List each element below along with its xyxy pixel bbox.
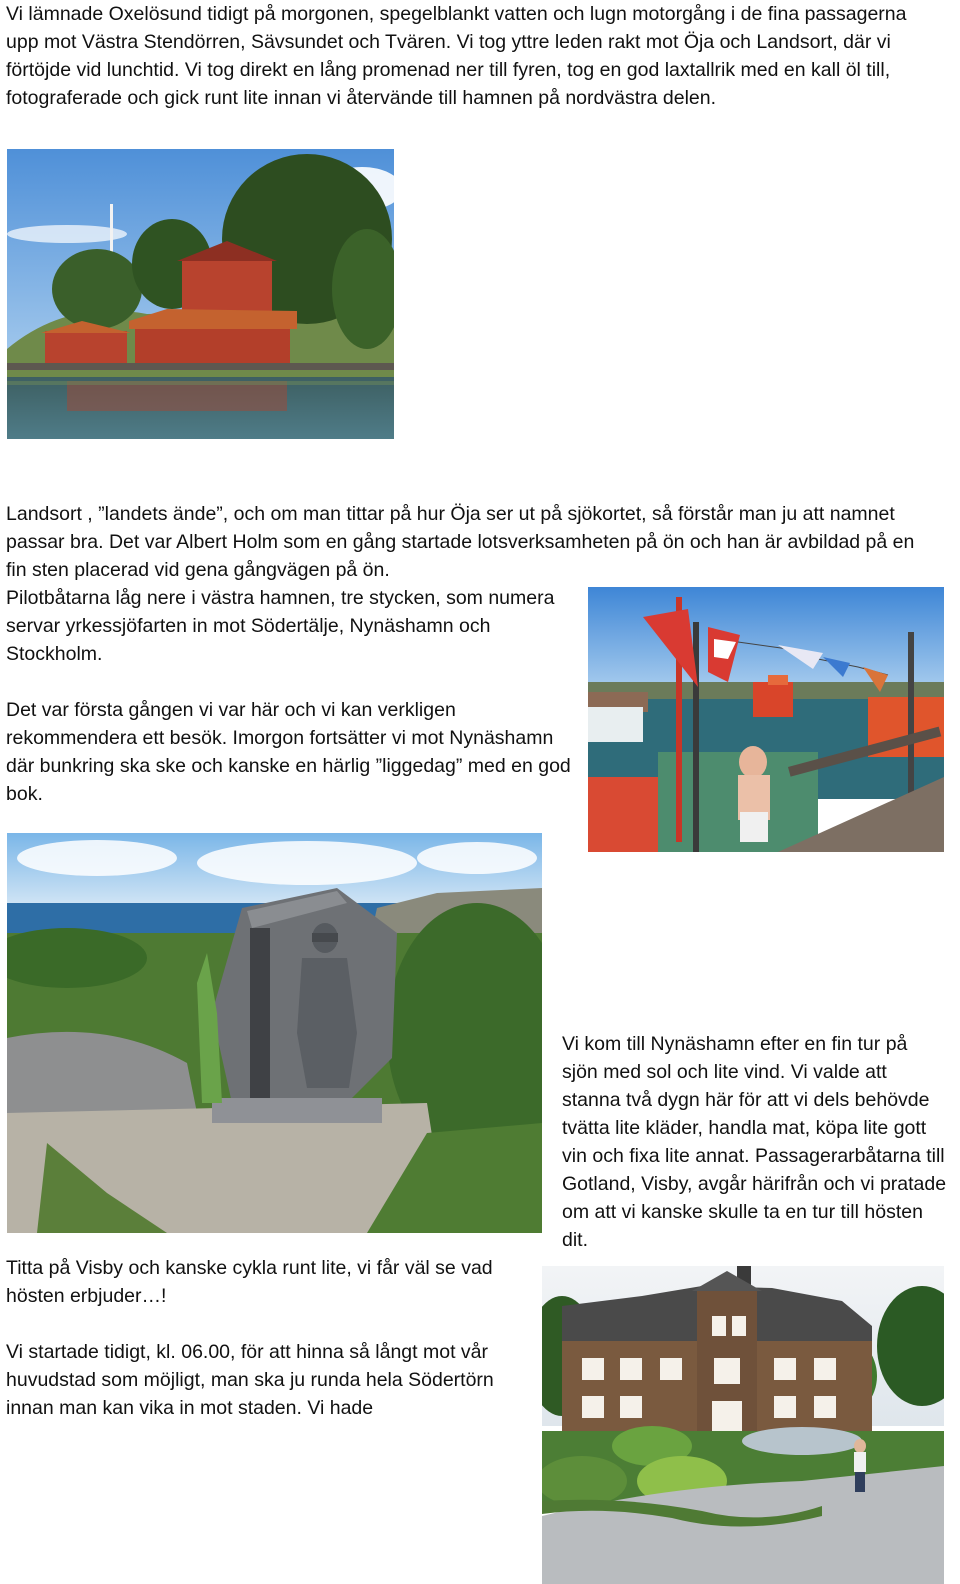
photo-nynashamn-building <box>542 1266 944 1584</box>
landsort-paragraph: Landsort , ”landets ände”, och om man tittar på hur Öja ser ut på sjökortet, så förstår man ju att namnet passar bra. Det var Albert Holm som en gång startade lotsverksamheten på ön och han är avbildad på en fin sten placerad vid gena gångvägen på ön. <box>6 503 915 581</box>
photo-red-houses-harbour <box>7 149 394 439</box>
pilot-boats-paragraph: Pilotbåtarna låg nere i västra hamnen, tre stycken, som numera servar yrkessjöfarten in mot Södertälje, Nynäshamn och Stockholm. <box>6 587 555 665</box>
visby-paragraph: Titta på Visby och kanske cykla runt lite, vi får väl se vad hösten erbjuder…! <box>6 1257 493 1307</box>
photo-pilot-boats-flags <box>588 587 944 852</box>
departure-paragraph: Vi startade tidigt, kl. 06.00, för att hinna så långt mot vår huvudstad som möjligt, man ska ju runda hela Södertörn innan man kan vika in mot staden. Vi hade <box>6 1341 494 1419</box>
photo-albert-holm-stone <box>7 833 542 1233</box>
recommendation-paragraph: Det var första gången vi var här och vi kan verkligen rekommendera ett besök. Imorgon fortsätter vi mot Nynäshamn där bunkring ska ske och kanske en härlig ”liggedag” med en god bok. <box>6 699 571 805</box>
nynashamn-paragraph: Vi kom till Nynäshamn efter en fin tur på sjön med sol och lite vind. Vi valde att stanna två dygn här för att vi dels behövde tvätta lite kläder, handla mat, köpa lite gott vin och fixa lite annat. Passagerarbåtarna till Gotland, Visby, avgår härifrån och vi pratade om att vi kanske skulle ta en tur till hösten dit. <box>562 1033 947 1251</box>
intro-paragraph: Vi lämnade Oxelösund tidigt på morgonen, spegelblankt vatten och lugn motorgång i de fina passagerna upp mot Västra Stendörren, Sävsundet och Tvären. Vi tog yttre leden rakt mot Öja och Landsort, där vi förtöjde vid lunchtid. Vi tog direkt en lång promenad ner till fyren, tog en god laxtallrik med en kall öl till, fotograferade och gick runt lite innan vi återvände till hamnen på nordvästra delen. <box>6 3 907 109</box>
